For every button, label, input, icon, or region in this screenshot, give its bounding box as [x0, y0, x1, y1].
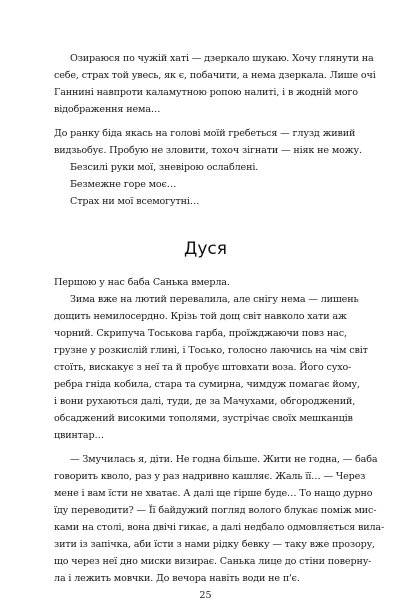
page-number: 25 [199, 590, 212, 601]
paragraph-line: Ганнині навпроти каламутною ропою налиті, і в жодній мого [54, 87, 358, 98]
paragraph-line: До ранку біда якась на голові моїй гребеться — глузд живий [54, 128, 356, 139]
paragraph-line: їду переводити? — Її байдужий погляд волого блукає поміж мис- [54, 505, 377, 516]
paragraph-line: чорний. Скрипуча Тоськова гарба, проїжджаючи повз нас, [54, 328, 347, 339]
paragraph-line: видзьобує. Пробую не зловити, тохоч зігнати — ніяк не можу. [54, 145, 362, 156]
paragraph-line: відображення нема… [54, 104, 161, 115]
paragraph-line: ребра гніда кобила, стара та сумирна, чимдуж помагає йому, [54, 379, 360, 390]
paragraph-line: Безмежне горе моє… [70, 179, 177, 190]
chapter-title: Дуся [184, 239, 227, 259]
paragraph-line: — Змучилась я, діти. Не годна більше. Жити не годна, — баба [70, 454, 378, 465]
paragraph-line: ками на столі, вона двічі гикає, а далі недбало одмовляється вила- [54, 522, 385, 533]
paragraph-line: себе, страх той увесь, як є, побачити, а нема дзеркала. Лише очі [54, 70, 376, 81]
paragraph-line: Першою у нас баба Санька вмерла. [54, 277, 230, 288]
paragraph-line: ла і лежить мовчки. До вечора навіть води не п'є. [54, 573, 300, 584]
paragraph-line: Страх ни мої всемогутні… [70, 196, 200, 207]
paragraph-line: Зима вже на лютий перевалила, але снігу нема — лишень [70, 294, 359, 305]
paragraph-line: говорить кволо, раз у раз надривно кашляє. Жаль її… — Через [54, 471, 366, 482]
paragraph-line: мене і вам їсти не хватає. А далі ще гірше буде… То нащо дурно [54, 488, 373, 499]
paragraph-line: Безсилі руки мої, зневірою ослаблені. [70, 162, 259, 173]
paragraph-line: стоїть, вискакує з неї та й пробує штовхати воза. Його сухо- [54, 362, 352, 373]
paragraph-line: і вони рухаються далі, туди, де за Мачухами, обгороджений, [54, 396, 356, 407]
paragraph-line: грузне у розкислій глині, і Тосько, голосно лаючись на чім світ [54, 345, 368, 356]
paragraph-line: що через неї дно миски визирає. Санька лице до стіни поверну- [54, 556, 372, 567]
paragraph-line: Озираюся по чужій хаті — дзеркало шукаю. Хочу глянути на [70, 53, 374, 64]
paragraph-line: цвинтар… [54, 430, 104, 441]
paragraph-line: зити із запічка, аби їсти з нами рідку бевку — таку вже прозору, [54, 539, 375, 550]
paragraph-line: дощить немилосердно. Крізь той дощ світ навколо хати аж [54, 311, 347, 322]
paragraph-line: обсаджений високими тополями, зустрічає своїх мешканців [54, 413, 353, 424]
